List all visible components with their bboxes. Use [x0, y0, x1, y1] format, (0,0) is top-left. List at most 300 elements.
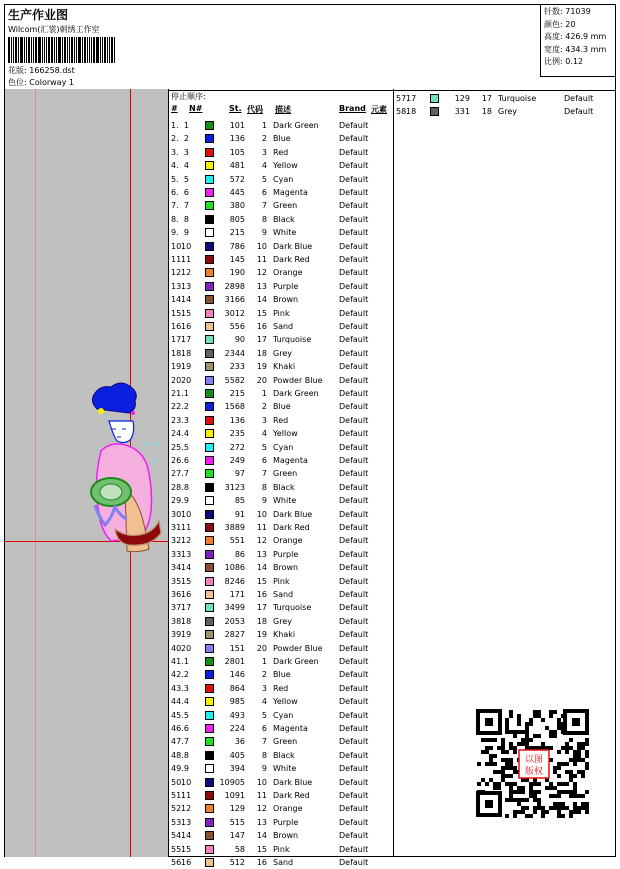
color-swatch	[205, 630, 214, 639]
row-code: 1	[261, 657, 267, 666]
row-stitches: 146	[229, 670, 245, 680]
qr-module	[529, 794, 533, 798]
table-row	[169, 146, 393, 159]
qr-module	[521, 810, 525, 814]
row-desc: Magenta	[273, 724, 308, 733]
qr-module	[525, 742, 529, 746]
qr-module	[521, 806, 525, 810]
row-code: 2	[261, 134, 267, 144]
color-swatch	[205, 335, 214, 344]
qr-module	[573, 790, 577, 794]
row-code: 10	[256, 777, 267, 787]
row-seq: 39.	[171, 630, 184, 640]
qr-module	[509, 794, 513, 798]
sheet-header	[5, 5, 615, 91]
color-swatch	[205, 791, 214, 800]
color-swatch	[205, 684, 214, 693]
row-seq: 24.	[171, 429, 184, 439]
row-desc: Yellow	[273, 697, 298, 707]
table-row	[169, 266, 393, 279]
qr-module	[513, 746, 517, 750]
qr-code	[475, 708, 590, 818]
row-code: 11	[256, 791, 267, 800]
row-seq: 7.	[171, 201, 179, 211]
row-desc: Dark Green	[273, 389, 319, 398]
row-code: 9	[261, 496, 267, 506]
qr-module	[517, 798, 521, 802]
row-stitches: 3889	[224, 523, 245, 532]
row-needle: 12	[181, 804, 192, 814]
row-code: 20	[256, 375, 267, 385]
qr-module	[493, 786, 497, 790]
barcode-bar	[35, 37, 37, 63]
row-needle: 14	[181, 831, 192, 841]
row-brand: Default	[339, 241, 369, 251]
row-code: 11	[256, 255, 267, 264]
barcode-bar	[26, 37, 27, 63]
row-desc: Brown	[273, 563, 299, 573]
table-row	[169, 776, 393, 789]
row-seq: 52.	[171, 804, 184, 814]
row-code: 15	[256, 576, 267, 586]
qr-module	[585, 738, 589, 742]
qr-module	[537, 714, 541, 718]
qr-module	[585, 766, 589, 770]
pattern-file: 花版: 166258.dst	[8, 66, 75, 75]
row-desc: Red	[273, 683, 289, 693]
qr-module	[477, 762, 481, 766]
row-brand: Default	[339, 362, 369, 372]
row-seq: 54.	[171, 831, 184, 841]
row-brand: Default	[339, 670, 369, 680]
qr-module	[565, 790, 569, 794]
barcode-bar	[28, 37, 30, 63]
row-brand: Default	[339, 201, 369, 211]
qr-module	[573, 786, 577, 790]
color-swatch	[205, 496, 214, 505]
row-seq: 49.	[171, 764, 184, 774]
row-seq: 41.	[171, 657, 184, 666]
table-row	[169, 829, 393, 842]
qr-module	[561, 814, 565, 818]
row-needle: 11	[181, 791, 192, 800]
qr-module	[573, 802, 577, 806]
qr-module	[521, 798, 525, 802]
qr-module	[581, 746, 585, 750]
row-needle: 9	[183, 496, 189, 506]
row-code: 10	[256, 241, 267, 251]
qr-module	[537, 790, 541, 794]
row-seq: 17.	[171, 335, 184, 345]
qr-module	[581, 802, 585, 806]
row-desc: Black	[273, 750, 295, 760]
qr-module	[501, 738, 505, 742]
row-desc: Blue	[273, 670, 291, 680]
qr-module	[585, 810, 589, 814]
qr-module	[517, 802, 521, 806]
row-brand: Default	[339, 777, 369, 787]
qr-module	[553, 710, 557, 714]
qr-module	[493, 782, 497, 786]
barcode-bar	[74, 37, 75, 63]
row-desc: Grey	[498, 107, 517, 117]
barcode-bar	[56, 37, 57, 63]
table-row	[169, 427, 393, 440]
qr-module	[513, 766, 517, 770]
barcode-bar	[24, 37, 25, 63]
qr-module	[537, 710, 541, 714]
row-stitches: 171	[229, 590, 245, 599]
qr-module	[537, 802, 541, 806]
row-stitches: 331	[454, 107, 470, 117]
qr-module	[529, 786, 533, 790]
row-seq: 1.	[171, 121, 179, 130]
qr-module	[565, 770, 569, 774]
qr-module	[533, 710, 537, 714]
qr-module	[557, 750, 561, 754]
row-seq: 3.	[171, 147, 179, 157]
row-needle: 16	[181, 590, 192, 599]
barcode-bar	[84, 37, 86, 63]
row-desc: Khaki	[273, 362, 296, 372]
row-brand: Default	[339, 590, 369, 599]
row-needle: 2	[183, 402, 189, 412]
color-swatch	[205, 510, 214, 519]
table-row	[169, 387, 393, 400]
row-desc: Green	[273, 469, 298, 479]
row-code: 4	[261, 161, 267, 171]
table-row	[169, 843, 393, 856]
row-stitches: 481	[229, 161, 245, 171]
row-needle: 3	[183, 147, 189, 157]
qr-module	[529, 814, 533, 818]
qr-module	[573, 762, 577, 766]
row-stitches: 3166	[224, 295, 245, 305]
row-code: 1	[261, 389, 267, 398]
qr-module	[553, 730, 557, 734]
qr-module	[557, 782, 561, 786]
row-code: 18	[256, 348, 267, 358]
row-code: 6	[261, 188, 267, 197]
row-code: 20	[256, 643, 267, 653]
qr-module	[517, 730, 521, 734]
row-stitches: 136	[229, 134, 245, 144]
row-needle: 17	[181, 335, 192, 345]
qr-module	[505, 762, 509, 766]
row-desc: Orange	[273, 268, 303, 278]
row-seq: 29.	[171, 496, 184, 506]
qr-module	[497, 770, 501, 774]
barcode-bar	[46, 37, 47, 63]
qr-module	[513, 730, 517, 734]
qr-module	[501, 746, 505, 750]
row-code: 9	[261, 764, 267, 774]
row-brand: Default	[339, 764, 369, 774]
row-desc: Purple	[273, 549, 299, 559]
barcode-bar	[107, 37, 108, 63]
row-needle: 3	[183, 683, 189, 693]
qr-module	[541, 742, 545, 746]
row-desc: Blue	[273, 402, 291, 412]
row-brand: Default	[339, 147, 369, 157]
table-row	[169, 307, 393, 320]
qr-module	[565, 762, 569, 766]
row-code: 18	[256, 616, 267, 626]
row-needle: 10	[181, 777, 192, 787]
row-seq: 15.	[171, 308, 184, 318]
color-swatch	[205, 201, 214, 210]
row-stitches: 380	[229, 201, 245, 211]
qr-module	[557, 806, 561, 810]
qr-module	[573, 758, 577, 762]
row-needle: 14	[181, 563, 192, 573]
row-code: 18	[481, 107, 492, 117]
row-stitches: 572	[229, 174, 245, 184]
row-desc: Pink	[273, 308, 290, 318]
row-stitches: 90	[234, 335, 245, 345]
table-row	[169, 293, 393, 306]
row-code: 12	[256, 804, 267, 814]
qr-module	[545, 726, 549, 730]
row-desc: Dark Red	[273, 255, 310, 264]
table-row	[169, 668, 393, 681]
row-needle: 7	[183, 201, 189, 211]
row-seq: 53.	[171, 817, 184, 827]
qr-module	[509, 774, 513, 778]
qr-module	[509, 762, 513, 766]
row-desc: Powder Blue	[273, 375, 323, 385]
row-desc: Pink	[273, 576, 290, 586]
qr-module	[517, 790, 521, 794]
barcode-bar	[100, 37, 101, 63]
qr-module	[533, 734, 537, 738]
row-brand: Default	[339, 804, 369, 814]
color-swatch	[430, 94, 439, 103]
table-row	[169, 601, 393, 614]
qr-module	[537, 782, 541, 786]
row-stitches: 3123	[224, 482, 245, 492]
row-code: 3	[261, 415, 267, 425]
qr-module	[577, 758, 581, 762]
qr-module	[557, 762, 561, 766]
qr-module	[557, 718, 561, 722]
row-code: 14	[256, 295, 267, 305]
qr-module	[565, 742, 569, 746]
row-code: 8	[261, 214, 267, 224]
qr-module	[481, 778, 485, 782]
color-swatch	[205, 161, 214, 170]
qr-module	[585, 790, 589, 794]
row-desc: Magenta	[273, 188, 308, 197]
qr-module	[573, 806, 577, 810]
qr-module	[541, 718, 545, 722]
qr-module	[505, 718, 509, 722]
row-stitches: 1086	[224, 563, 245, 573]
row-stitches: 85	[234, 496, 245, 506]
row-seq: 28.	[171, 482, 184, 492]
color-swatch	[205, 670, 214, 679]
qr-module	[533, 798, 537, 802]
qr-module	[509, 766, 513, 770]
qr-module	[497, 786, 501, 790]
stat-line: 针数: 71039	[544, 7, 591, 16]
color-swatch	[205, 818, 214, 827]
row-brand: Default	[339, 536, 369, 546]
row-stitches: 394	[229, 764, 245, 774]
row-seq: 50.	[171, 777, 184, 787]
qr-module	[493, 738, 497, 742]
table-row	[169, 119, 393, 132]
color-swatch	[205, 711, 214, 720]
row-seq: 11.	[171, 255, 184, 264]
barcode-bar	[15, 37, 17, 63]
row-stitches: 2053	[224, 616, 245, 626]
row-code: 1	[261, 121, 267, 130]
row-stitches: 2827	[224, 630, 245, 640]
barcode-bar	[87, 37, 88, 63]
color-swatch	[205, 778, 214, 787]
qr-module	[501, 766, 505, 770]
row-needle: 5	[183, 174, 189, 184]
row-seq: 42.	[171, 670, 184, 680]
row-code: 9	[261, 228, 267, 238]
row-needle: 4	[183, 429, 189, 439]
row-desc: Purple	[273, 281, 299, 291]
row-desc: Blue	[273, 134, 291, 144]
qr-stamp-text-bottom: 版权	[524, 767, 544, 777]
qr-module	[569, 814, 573, 818]
row-seq: 20.	[171, 375, 184, 385]
row-brand: Default	[339, 188, 369, 197]
row-desc: Dark Red	[273, 791, 310, 800]
row-brand: Default	[339, 228, 369, 238]
table-row	[169, 722, 393, 735]
row-code: 5	[261, 710, 267, 720]
row-code: 2	[261, 670, 267, 680]
production-sheet	[4, 4, 616, 867]
qr-module	[533, 714, 537, 718]
qr-module	[581, 758, 585, 762]
row-needle: 8	[183, 482, 189, 492]
barcode-bar	[48, 37, 50, 63]
row-code: 16	[256, 858, 267, 867]
row-brand: Default	[339, 268, 369, 278]
qr-module	[577, 806, 581, 810]
stat-line: 比例: 0.12	[544, 57, 584, 66]
qr-module	[505, 766, 509, 770]
qr-module	[529, 718, 533, 722]
barcode-bar	[67, 37, 68, 63]
barcode-bar	[58, 37, 61, 63]
design-preview	[5, 89, 169, 857]
row-seq: 23.	[171, 415, 184, 425]
color-swatch	[205, 282, 214, 291]
row-seq: 14.	[171, 295, 184, 305]
barcode-bar	[78, 37, 81, 63]
table-row	[169, 735, 393, 748]
row-desc: Black	[273, 482, 295, 492]
table-row	[169, 441, 393, 454]
qr-module	[585, 802, 589, 806]
qr-module	[525, 738, 529, 742]
row-brand: Default	[339, 603, 369, 613]
row-seq: 45.	[171, 710, 184, 720]
row-code: 7	[261, 469, 267, 479]
row-seq: 34.	[171, 563, 184, 573]
table-row	[169, 414, 393, 427]
row-needle: 6	[183, 724, 189, 733]
row-brand: Default	[339, 174, 369, 184]
row-stitches: 1568	[224, 402, 245, 412]
table-row	[169, 481, 393, 494]
qr-module	[509, 742, 513, 746]
qr-module	[501, 774, 505, 778]
qr-module	[525, 806, 529, 810]
row-needle: 4	[183, 697, 189, 707]
color-swatch	[205, 228, 214, 237]
color-swatch	[205, 376, 214, 385]
row-code: 17	[256, 603, 267, 613]
row-desc: Magenta	[273, 456, 308, 465]
qr-stamp-text-top: 以图	[524, 755, 544, 765]
barcode-bar	[89, 37, 90, 63]
row-needle: 10	[181, 509, 192, 519]
row-seq: 18.	[171, 348, 184, 358]
row-brand: Default	[339, 281, 369, 291]
qr-module	[509, 710, 513, 714]
row-stitches: 147	[229, 831, 245, 841]
row-stitches: 215	[229, 389, 245, 398]
qr-module	[529, 790, 533, 794]
table-row	[169, 494, 393, 507]
row-seq: 57.	[396, 94, 409, 103]
row-code: 14	[256, 831, 267, 841]
table-row	[169, 454, 393, 467]
qr-module	[569, 810, 573, 814]
row-stitches: 985	[229, 697, 245, 707]
qr-module	[549, 782, 553, 786]
barcode-bar	[104, 37, 106, 63]
row-desc: Cyan	[273, 710, 294, 720]
row-seq: 58.	[396, 107, 409, 117]
row-brand: Default	[339, 482, 369, 492]
row-brand: Default	[339, 549, 369, 559]
row-desc: Orange	[273, 804, 303, 814]
row-stitches: 445	[229, 188, 245, 197]
row-desc: Grey	[273, 616, 292, 626]
qr-module	[517, 810, 521, 814]
barcode-bar	[31, 37, 32, 63]
qr-module	[537, 806, 541, 810]
row-code: 19	[256, 630, 267, 640]
qr-module	[581, 770, 585, 774]
row-desc: Grey	[273, 348, 292, 358]
qr-module	[561, 746, 565, 750]
qr-module	[513, 814, 517, 818]
color-swatch	[205, 134, 214, 143]
row-seq: 44.	[171, 697, 184, 707]
row-seq: 38.	[171, 616, 184, 626]
qr-module	[509, 714, 513, 718]
row-needle: 16	[181, 322, 192, 331]
row-needle: 19	[181, 362, 192, 372]
table-row	[169, 682, 393, 695]
qr-module	[553, 794, 557, 798]
qr-module	[573, 750, 577, 754]
qr-module	[549, 794, 553, 798]
row-seq: 5.	[171, 174, 179, 184]
row-code: 3	[261, 683, 267, 693]
